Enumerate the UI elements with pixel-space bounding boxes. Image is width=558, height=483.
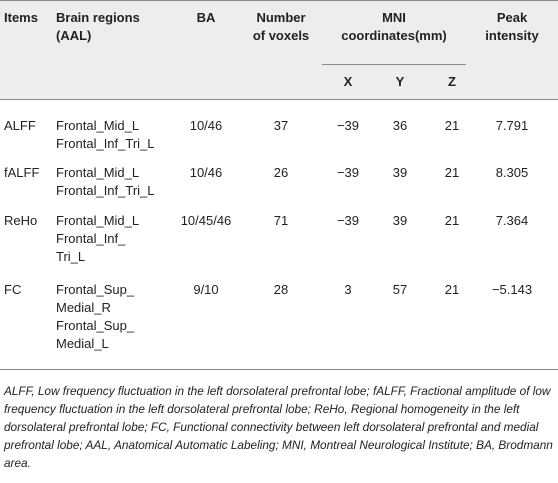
- cell-voxels: 28: [273, 282, 289, 297]
- header-items: Items: [4, 10, 38, 25]
- cell-peak: −5.143: [491, 282, 533, 297]
- cell-z: 21: [444, 213, 460, 228]
- cell-region: Frontal_Inf_Tri_L: [56, 136, 155, 151]
- cell-x: 3: [344, 282, 352, 297]
- header-voxels-line1: Number: [256, 10, 306, 25]
- cell-y: 36: [392, 118, 408, 133]
- cell-ba: 10/45/46: [180, 213, 232, 228]
- mni-subheader-rule: [322, 64, 466, 65]
- cell-peak: 7.791: [495, 118, 529, 133]
- header-peak-line2: intensity: [485, 28, 539, 43]
- cell-z: 21: [444, 282, 460, 297]
- header-mni-line2: coordinates(mm): [341, 28, 447, 43]
- cell-region: Frontal_Inf_: [56, 231, 126, 246]
- cell-peak: 8.305: [495, 165, 529, 180]
- cell-ba: 9/10: [193, 282, 219, 297]
- cell-item: ReHo: [4, 213, 38, 228]
- table-footnote: ALFF, Low frequency fluctuation in the left dorsolateral prefrontal lobe; fALFF, Fractional amplitude of low frequency fluctuation in the left dorsolateral prefrontal lobe; ReHo, Regional homogeneity in the left dorsolateral prefrontal lobe; FC, Functional connectivity between left dorsolateral prefrontal and medial prefrontal lobe; AAL, Anatomical Automatic Labeling; MNI, Montreal Neurological Institute; BA, Brodmann area.: [4, 384, 553, 470]
- header-peak-line1: Peak: [496, 10, 528, 25]
- cell-y: 39: [392, 165, 408, 180]
- cell-region: Frontal_Inf_Tri_L: [56, 183, 155, 198]
- table-top-rule: [0, 0, 558, 1]
- header-y: Y: [395, 74, 405, 89]
- cell-z: 21: [444, 165, 460, 180]
- cell-region: Tri_L: [56, 249, 86, 264]
- cell-region: Frontal_Mid_L: [56, 165, 140, 180]
- cell-voxels: 71: [273, 213, 289, 228]
- cell-x: −39: [336, 213, 360, 228]
- cell-region: Frontal_Sup_: [56, 282, 135, 297]
- cell-voxels: 26: [273, 165, 289, 180]
- cell-region: Frontal_Sup_: [56, 318, 135, 333]
- cell-y: 57: [392, 282, 408, 297]
- cell-z: 21: [444, 118, 460, 133]
- cell-item: FC: [4, 282, 22, 297]
- cell-item: ALFF: [4, 118, 36, 133]
- cell-ba: 10/46: [189, 165, 223, 180]
- cell-region: Frontal_Mid_L: [56, 118, 140, 133]
- table-header-rule: [0, 99, 558, 100]
- header-z: Z: [448, 74, 456, 89]
- table-bottom-rule: [0, 369, 558, 370]
- cell-region: Medial_R: [56, 300, 111, 315]
- cell-x: −39: [336, 118, 360, 133]
- cell-ba: 10/46: [189, 118, 223, 133]
- cell-peak: 7.364: [495, 213, 529, 228]
- header-brain-regions-line2: (AAL): [56, 28, 92, 43]
- header-voxels-line2: of voxels: [252, 28, 310, 43]
- header-x: X: [343, 74, 353, 89]
- cell-voxels: 37: [273, 118, 289, 133]
- cell-x: −39: [336, 165, 360, 180]
- cell-y: 39: [392, 213, 408, 228]
- header-mni-line1: MNI: [382, 10, 406, 25]
- cell-item: fALFF: [4, 165, 40, 180]
- cell-region: Frontal_Mid_L: [56, 213, 140, 228]
- cell-region: Medial_L: [56, 336, 109, 351]
- header-ba: BA: [196, 10, 216, 25]
- header-brain-regions-line1: Brain regions: [56, 10, 140, 25]
